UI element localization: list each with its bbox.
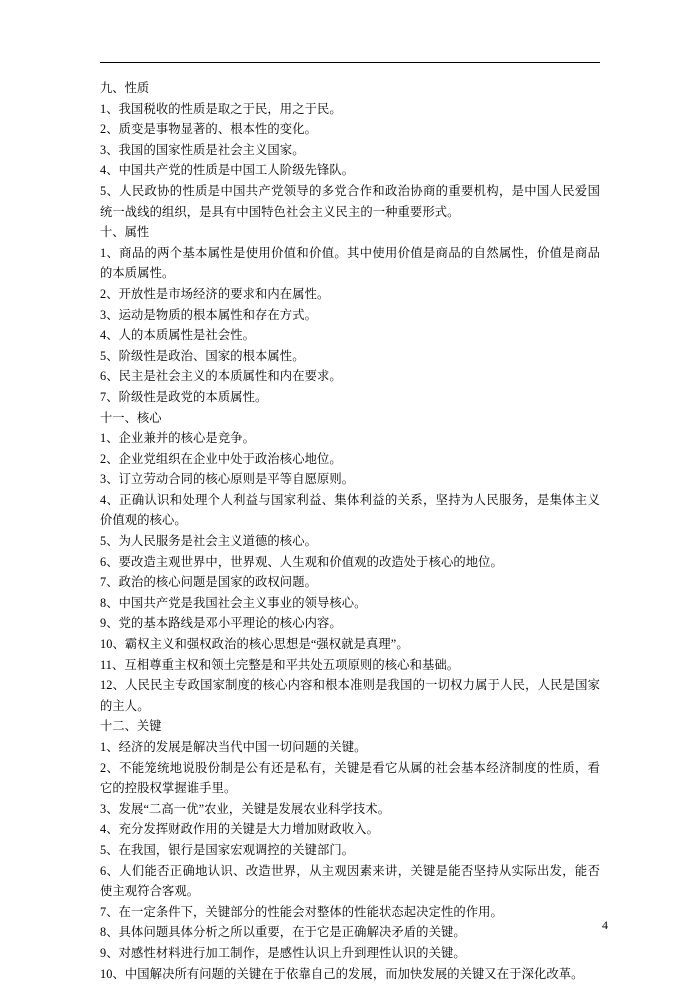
section-item: 5、人民政协的性质是中国共产党领导的多党合作和政治协商的重要机构，是中国人民爱国统一战线的组织，是具有中国特色社会主义民主的一种重要形式。 bbox=[100, 183, 600, 219]
section-item: 7、在一定条件下，关键部分的性能会对整体的性能状态起决定性的作用。 bbox=[100, 904, 503, 919]
section-item: 11、互相尊重主权和领土完整是和平共处五项原则的核心和基础。 bbox=[100, 657, 460, 672]
section-item: 2、开放性是市场经济的要求和内在属性。 bbox=[100, 286, 330, 301]
section-item: 8、中国共产党是我国社会主义事业的领导核心。 bbox=[100, 595, 367, 610]
section-item: 4、正确认识和处理个人利益与国家利益、集体利益的关系，坚持为人民服务，是集体主义价值观的核心。 bbox=[100, 492, 600, 528]
page-number: 4 bbox=[602, 918, 608, 932]
section-item: 9、对感性材料进行加工制作，是感性认识上升到理性认识的关键。 bbox=[100, 945, 466, 960]
section-item: 4、充分发挥财政作用的关键是大力增加财政收入。 bbox=[100, 822, 379, 837]
section-heading: 九、性质 bbox=[100, 81, 150, 95]
section-item: 3、我国的国家性质是社会主义国家。 bbox=[100, 142, 305, 157]
section-item: 4、人的本质属性是社会性。 bbox=[100, 328, 256, 343]
section-heading: 十一、核心 bbox=[100, 410, 162, 425]
section-item: 3、运动是物质的根本属性和存在方式。 bbox=[100, 307, 317, 322]
section-item: 9、党的基本路线是邓小平理论的核心内容。 bbox=[100, 616, 342, 631]
section-item: 5、阶级性是政治、国家的根本属性。 bbox=[100, 348, 305, 363]
section-item: 3、订立劳动合同的核心原则是平等自愿原则。 bbox=[100, 472, 355, 487]
section-item: 6、要改造主观世界中，世界观、人生观和价值观的改造处于核心的地位。 bbox=[100, 554, 503, 569]
section-item: 10、霸权主义和强权政治的核心思想是“强权就是真理”。 bbox=[100, 637, 409, 652]
section-heading: 十二、关键 bbox=[100, 719, 162, 734]
section-item: 6、民主是社会主义的本质属性和内在要求。 bbox=[100, 369, 342, 384]
section-heading: 十、属性 bbox=[100, 225, 150, 240]
section-item: 1、企业兼并的核心是竞争。 bbox=[100, 431, 256, 446]
section-item: 2、企业党组织在企业中处于政治核心地位。 bbox=[100, 451, 342, 466]
section-item: 10、中国解决所有问题的关键在于依靠自己的发展，而加快发展的关键又在于深化改革。 bbox=[100, 966, 584, 981]
section-item: 7、阶级性是政党的本质属性。 bbox=[100, 389, 268, 404]
section-item: 3、发展“二高一优”农业，关键是发展农业科学技术。 bbox=[100, 801, 391, 816]
section-item: 6、人们能否正确地认识、改造世界，从主观因素来讲，关键是能否坚持从实际出发，能否使主观符合客观。 bbox=[100, 863, 600, 899]
section-item: 5、在我国，银行是国家宏观调控的关键部门。 bbox=[100, 842, 355, 857]
section-item: 1、商品的两个基本属性是使用价值和价值。其中使用价值是商品的自然属性，价值是商品的本质属性。 bbox=[100, 245, 600, 281]
section-item: 5、为人民服务是社会主义道德的核心。 bbox=[100, 534, 317, 549]
section-item: 2、不能笼统地说股份制是公有还是私有，关键是看它从属的社会基本经济制度的性质，看它的控股权掌握谁手里。 bbox=[100, 760, 600, 796]
header-divider bbox=[100, 62, 600, 63]
section-item: 7、政治的核心问题是国家的政权问题。 bbox=[100, 575, 317, 590]
document-body bbox=[100, 78, 600, 984]
section-item: 8、具体问题具体分析之所以重要，在于它是正确解决矛盾的关键。 bbox=[100, 925, 466, 940]
section-item: 1、我国税收的性质是取之于民，用之于民。 bbox=[100, 101, 342, 116]
section-item: 2、质变是事物显著的、根本性的变化。 bbox=[100, 122, 317, 137]
section-item: 1、经济的发展是解决当代中国一切问题的关键。 bbox=[100, 740, 367, 754]
section-item: 12、人民民主专政国家制度的核心内容和根本准则是我国的一切权力属于人民，人民是国家的主人。 bbox=[100, 678, 600, 713]
section-item: 4、中国共产党的性质是中国工人阶级先锋队。 bbox=[100, 163, 355, 178]
